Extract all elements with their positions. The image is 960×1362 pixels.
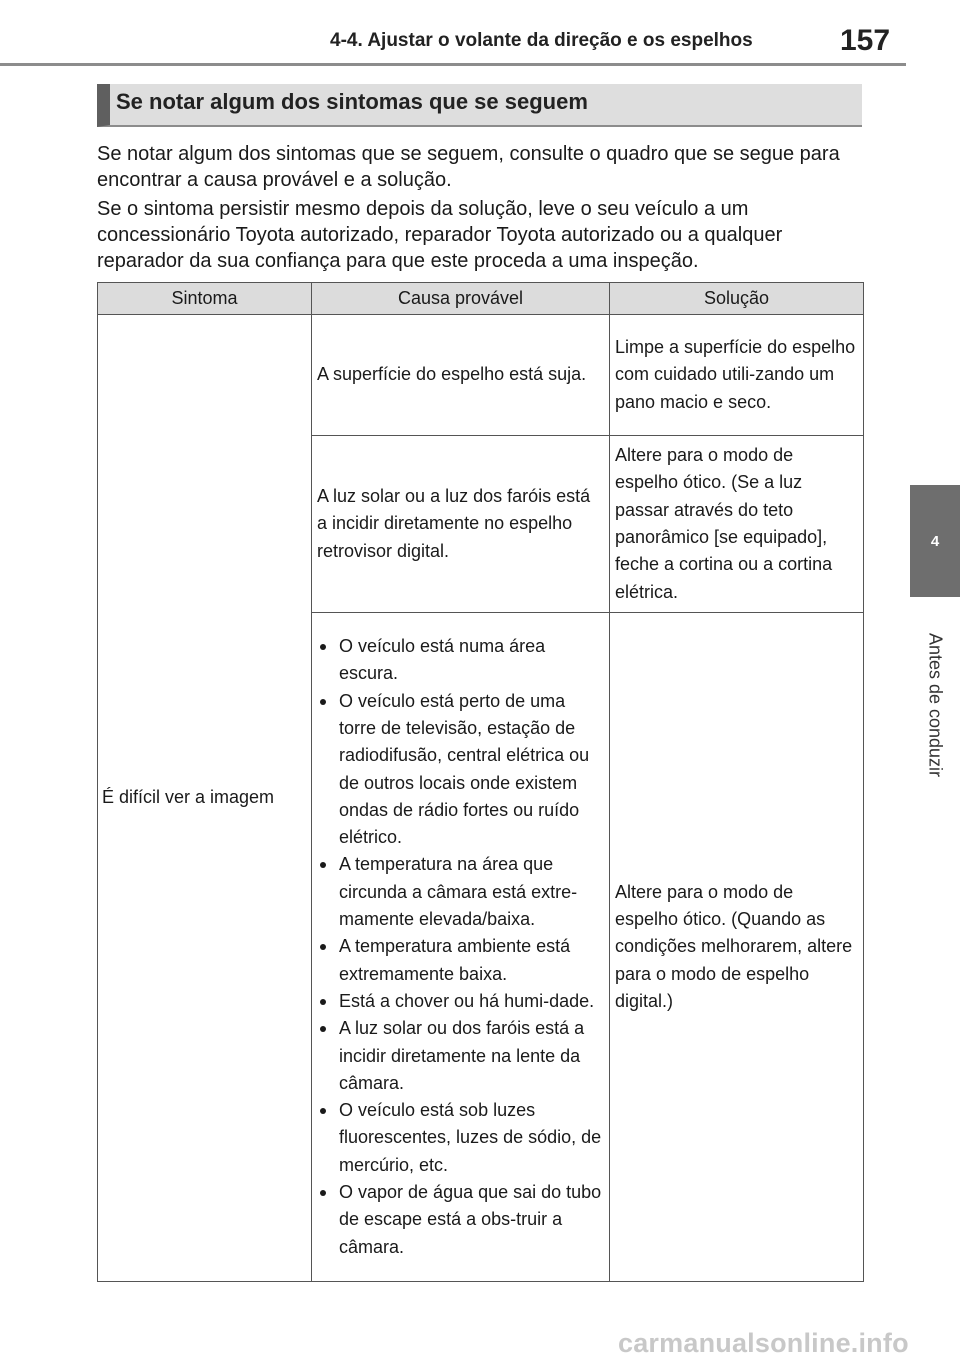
header-rule [0,63,906,66]
table-header-row [98,283,864,315]
intro-paragraph-2: Se o sintoma persistir mesmo depois da solução, leve o seu veículo a um concessionário Toyota autorizado, reparador Toyota autorizado ou a qualquer reparador da sua confiança para que este proceda a uma inspeção. [97,198,783,272]
list-item: Está a chover ou há humi-dade. [317,988,604,1015]
solution-cell: Altere para o modo de espelho ótico. (Se a luz passar através do teto panorâmico [se equipado], feche a cortina ou a cortina elétrica. [610,436,864,613]
list-item: O veículo está sob luzes fluorescentes, luzes de sódio, de mercúrio, etc. [317,1097,604,1179]
list-item: A luz solar ou dos faróis está a incidir diretamente na lente da câmara. [317,1015,604,1097]
chapter-number: 4 [930,532,940,550]
solution-cell: Limpe a superfície do espelho com cuidado utili-zando um pano macio e seco. [610,315,864,436]
cause-list [317,633,604,1261]
table-row [98,315,864,436]
watermark: carmanualsonline.info [618,1328,909,1358]
header-solution: Solução [610,283,864,315]
cause-cell: A superfície do espelho está suja. [312,315,610,436]
list-item: A temperatura na área que circunda a câmara está extre-mamente elevada/baixa. [317,851,604,933]
chapter-label: Antes de conduzir [925,632,946,778]
cause-list-cell [312,613,610,1282]
list-item: O vapor de água que sai do tubo de escape está a obs-truir a câmara. [317,1179,604,1261]
page-number: 157 [840,24,891,57]
header-cause: Causa provável [312,283,610,315]
symptom-cell: É difícil ver a imagem [98,315,312,1282]
list-item: A temperatura ambiente está extremamente baixa. [317,933,604,988]
solution-cell: Altere para o modo de espelho ótico. (Quando as condições melhorarem, altere para o modo de espelho digital.) [610,613,864,1282]
header-symptom: Sintoma [98,283,312,315]
troubleshooting-table [97,282,864,1282]
list-item: O veículo está numa área escura. [317,633,604,688]
running-header: 4-4. Ajustar o volante da direção e os espelhos [330,30,753,51]
list-item: O veículo está perto de uma torre de televisão, estação de radiodifusão, central elétrica ou de outros locais onde existem ondas de rádio fortes ou ruído elétrico. [317,688,604,852]
cause-cell: A luz solar ou a luz dos faróis está a incidir diretamente no espelho retrovisor digital. [312,436,610,613]
intro-paragraph-1: Se notar algum dos sintomas que se seguem, consulte o quadro que se segue para encontrar a causa provável e a solução. [97,143,840,191]
section-heading: Se notar algum dos sintomas que se seguem [97,84,862,127]
chapter-tab [910,485,960,597]
